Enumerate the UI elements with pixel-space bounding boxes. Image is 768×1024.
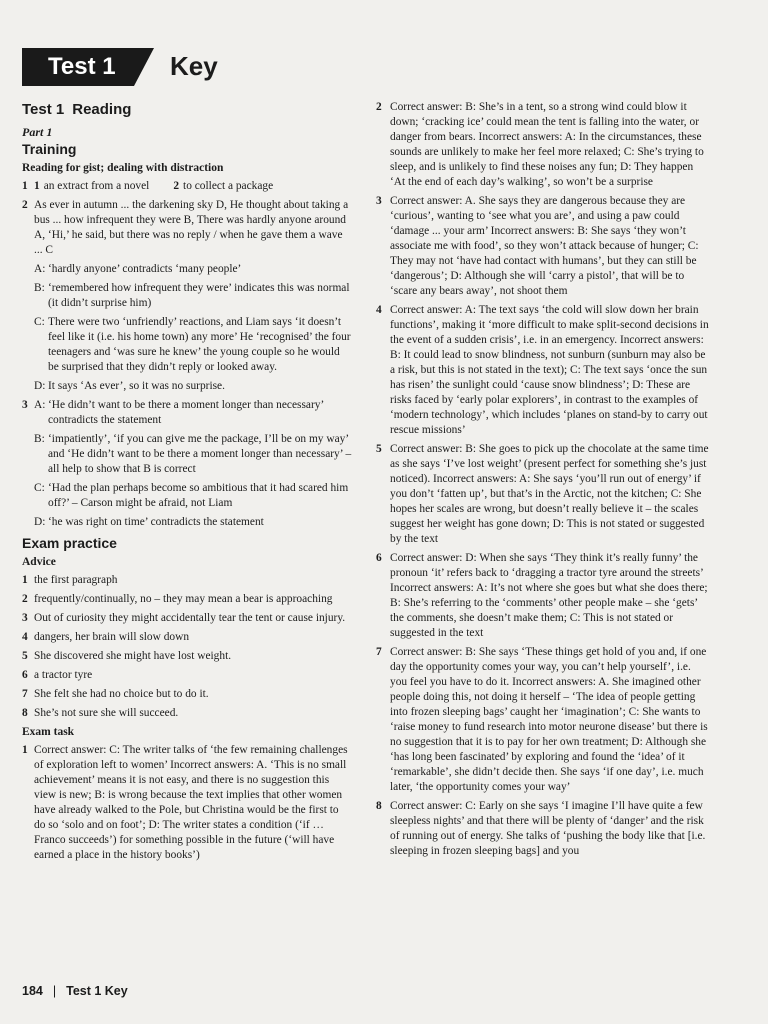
training-q2	[22, 198, 352, 258]
exam-task-answer: 4 Correct answer: A: The text says ‘the cold will slow down her brain functions’, making it ‘more difficult to make split-second decisions in the event of a sudden crisis’, i.e. in an emergency. Incorrect answers: B: It could lead to snow blindness, not sunburn (sunburn may also be a risk, but this is not stated in the text); C: The text says ‘once the sun has risen’ the sunlight could ‘cause snow blindness’; D: These are risks faced by ‘early polar explorers’, in contrast to the examples of ‘modern technology’, which includes ‘planes on stand-by to carry out rescue missions’	[376, 304, 709, 436]
exam-task-answer: 7 Correct answer: B: She says ‘These things get hold of you and, if one day the opportunity comes your way, you can’t help yourself’, i.e. you feel you have to do it. Incorrect answers: A. She imagined other people doing this, not doing it herself – ‘The idea of people getting into frozen sleeping bags’ caught her ‘imagination’; C: She wants to ‘raise money to fund research into motor neurone disease’ but there is no suggestion that it is to pay for her own treatment; D: Although she ‘has long been fascinated’ by exploring and found the ‘idea’ of it ‘remarkable’, she didn’t decide then. She says ‘if one day’, i.e. much later, ‘the opportunity comes your way’	[376, 646, 708, 793]
training-q3	[22, 398, 352, 428]
advice-item: 1 the first paragraph	[22, 574, 118, 586]
q2-option-b: B: ‘remembered how infrequent they were’ indicates this was normal (it didn’t surprise him)	[34, 282, 350, 309]
q1-b-number: 2	[173, 180, 180, 192]
exam-task-answer: 2 Correct answer: B: She’s in a tent, so a strong wind could blow it down; ‘cracking ice’ could mean the tent is falling into the water, or danger from bears. Incorrect answers: A: In the circumstances, these sounds are unlikely to make her feel more relaxed; C: She’s trying to sleep, and is unlikely to find these noises any fun; D: They happen ‘At the end of each day’s walking’, so won’t be a surprise	[376, 101, 704, 188]
q-number: 1	[22, 180, 28, 192]
part-heading: Part 1	[22, 125, 53, 139]
left-column	[22, 100, 352, 867]
advice-item: 5 She discovered she might have lost weight.	[22, 650, 232, 662]
exam-task-heading: Exam task	[22, 726, 75, 738]
exam-task-answer: 1 Correct answer: C: The writer talks of ‘the few remaining challenges of exploration left to women’ Incorrect answers: A. ‘This is no small achievement’ means it is not easy, and there is no suggestion this view is new; B: is wrong because the text implies that other women have already walked to the Pole, but Christina would be the first to do so ‘solo and on foot’; D: The writer states a condition (‘if … Franco succeeds’) for something possible in the future (‘will have earned a place in the history books’)	[22, 744, 348, 861]
advice-item: 3 Out of curiosity they might accidentally tear the tent or cause injury.	[22, 612, 346, 624]
q1-a-text: an extract from a novel	[43, 180, 150, 192]
q3-option-a-text: ‘He didn’t want to be there a moment longer than necessary’ contradicts the statement	[48, 399, 324, 426]
q1-a-number: 1	[34, 180, 40, 192]
advice-item: 2 frequently/continually, no – they may mean a bear is approaching	[22, 593, 333, 605]
page-number: 184	[22, 984, 43, 998]
q-number: 2	[22, 199, 28, 211]
q3-option-d: D: ‘he was right on time’ contradicts the statement	[34, 516, 264, 528]
advice-heading: Advice	[22, 556, 56, 568]
q3-option-c: C: ‘Had the plan perhaps become so ambitious that it had scared him off?’ – Carson might be afraid, not Liam	[34, 482, 349, 509]
advice-item: 6 a tractor tyre	[22, 669, 93, 681]
advice-item: 8 She’s not sure she will succeed.	[22, 707, 179, 719]
exam-task-answer: 3 Correct answer: A. She says they are dangerous because they are ‘curious’, wanting to ‘see what you are’, and using a paw could ‘damage ... your arm’ Incorrect answers: B: She says ‘they won’t associate me with food’, so they won’t attack because of hunger; C: They may not ‘have had contact with humans’, but they can still be ‘dangerous’; D: Although she will ‘carry a pistol’, that will be to ‘scare any bears away’, not shoot them	[376, 195, 699, 297]
page-title: Key	[170, 51, 218, 81]
q-number: 3	[22, 399, 28, 411]
q2-text: As ever in autumn ... the darkening sky D, He thought about taking a bus ... how infrequent they were B, There was hardly anyone around A, ‘Hi,’ he said, but there was no reply / when he gave them a wave ... C	[34, 199, 349, 256]
exam-task-answer: 6 Correct answer: D: When she says ‘They think it’s really funny’ the pronoun ‘it’ refers back to ‘dragging a tractor tyre around the streets’ Incorrect answers: A: It’s not where she goes but what she does there; B: She’s referring to the ‘comments’ other people make – she ‘gets’ the comments, she doesn’t make them; C: This is not stated or suggested in the text	[376, 552, 708, 639]
banner-label: Test 1	[48, 53, 116, 80]
exam-practice-heading: Exam practice	[22, 535, 117, 551]
q3-option-b: B: ‘impatiently’, ‘if you can give me the package, I’ll be on my way’ and ‘He didn’t want to be there a moment longer than necessary’ – all help to show that B is correct	[34, 433, 352, 475]
advice-item: 7 She felt she had no choice but to do it.	[22, 688, 209, 700]
section-subtitle: Reading	[72, 101, 132, 118]
training-heading: Training	[22, 141, 77, 157]
footer-label: Test 1 Key	[66, 984, 128, 998]
training-q1	[22, 179, 352, 194]
exam-task-answer: 5 Correct answer: B: She goes to pick up the chocolate at the same time as she says ‘I’ve lost weight’ (present perfect for something she’s just noticed). Incorrect answers: A: She says ‘you’ll run out of energy’ if you don’t ‘fatten up’, but that’s in the Arctic, not the kitchen; C: She hopes her scales are wrong, but doesn’t really believe it – the scales suggest her weight has gone down; D: This is not stated or suggested by the text	[376, 443, 709, 545]
q2-option-c: C: There were two ‘unfriendly’ reactions, and Liam says ‘it doesn’t feel like it (i.e. his home town) any more’ He ‘recognised’ the four teenagers and ‘was sure he knew’ the young couple so he would be surprised that they didn’t reply or looked away.	[34, 316, 351, 373]
section-title: Test 1	[22, 101, 65, 118]
exam-task-answer: 8 Correct answer: C: Early on she says ‘I imagine I’ll have quite a few sleepless nights’ and that there will be plenty of ‘danger’ and the risk of running out of energy. She talks of ‘pushing the body like that [i.e. sleeping in frozen sleeping bags] and you	[376, 800, 706, 857]
advice-item: 4 dangers, her brain will slow down	[22, 631, 190, 643]
section-heading	[22, 100, 352, 119]
page-footer	[22, 984, 128, 998]
gist-heading: Reading for gist; dealing with distraction	[22, 162, 224, 174]
q2-option-d: D: It says ‘As ever’, so it was no surprise.	[34, 380, 225, 392]
right-column	[376, 100, 710, 863]
q1-b-text: to collect a package	[183, 180, 274, 192]
footer-separator: |	[52, 984, 57, 998]
test-banner	[22, 48, 154, 86]
q3-option-a-label: A:	[34, 399, 46, 411]
q2-option-a: A: ‘hardly anyone’ contradicts ‘many people’	[34, 263, 242, 275]
